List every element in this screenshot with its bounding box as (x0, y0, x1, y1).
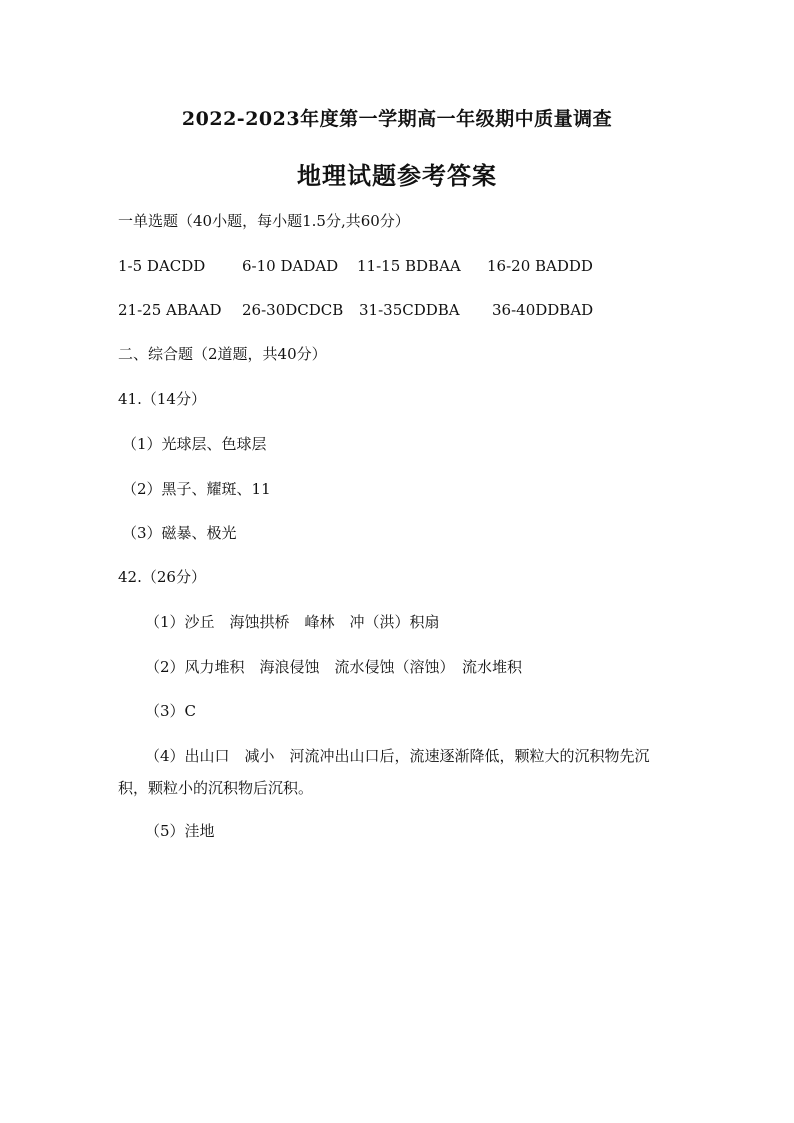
q42-answer-4: （4）出山口 减小 河流冲出山口后，流速逐渐降低，颗粒大的沉积物先沉积，颗粒小的沉积物后沉积。 (118, 747, 650, 797)
q42-answer-2: （2）风力堆积 海浪侵蚀 流水侵蚀（溶蚀） 流水堆积 (145, 658, 523, 676)
document-title: 2022-2023年度第一学期高一年级期中质量调查 (181, 108, 613, 130)
answer-group: 21-25 ABAAD (118, 301, 222, 319)
answer-group: 11-15 BDBAA (357, 257, 461, 275)
q42-answer-1: （1）沙丘 海蚀拱桥 峰林 冲（洪）积扇 (145, 613, 440, 631)
answer-group: 6-10 DADAD (242, 257, 339, 275)
answer-group: 31-35CDDBA (359, 301, 460, 319)
q41-answer-3: （3）磁暴、极光 (122, 524, 237, 542)
section2-heading: 二、综合题（2道题，共40分） (118, 345, 327, 363)
section1-heading: 一单选题（40小题，每小题1.5分,共60分） (118, 212, 410, 230)
q41-answer-1: （1）光球层、色球层 (122, 435, 267, 453)
q41-label: 41.（14分） (118, 390, 206, 408)
answer-group: 36-40DDBAD (492, 301, 594, 319)
q42-label: 42.（26分） (118, 568, 206, 586)
q42-answer-3: （3）C (145, 702, 197, 720)
answer-group: 1-5 DACDD (118, 257, 206, 275)
answer-group: 16-20 BADDD (487, 257, 593, 275)
answer-group: 26-30DCDCB (242, 301, 344, 319)
q42-answer-5: （5）洼地 (145, 822, 215, 840)
document-subtitle: 地理试题参考答案 (297, 161, 497, 190)
q41-answer-2: （2）黑子、耀斑、11 (122, 480, 271, 498)
